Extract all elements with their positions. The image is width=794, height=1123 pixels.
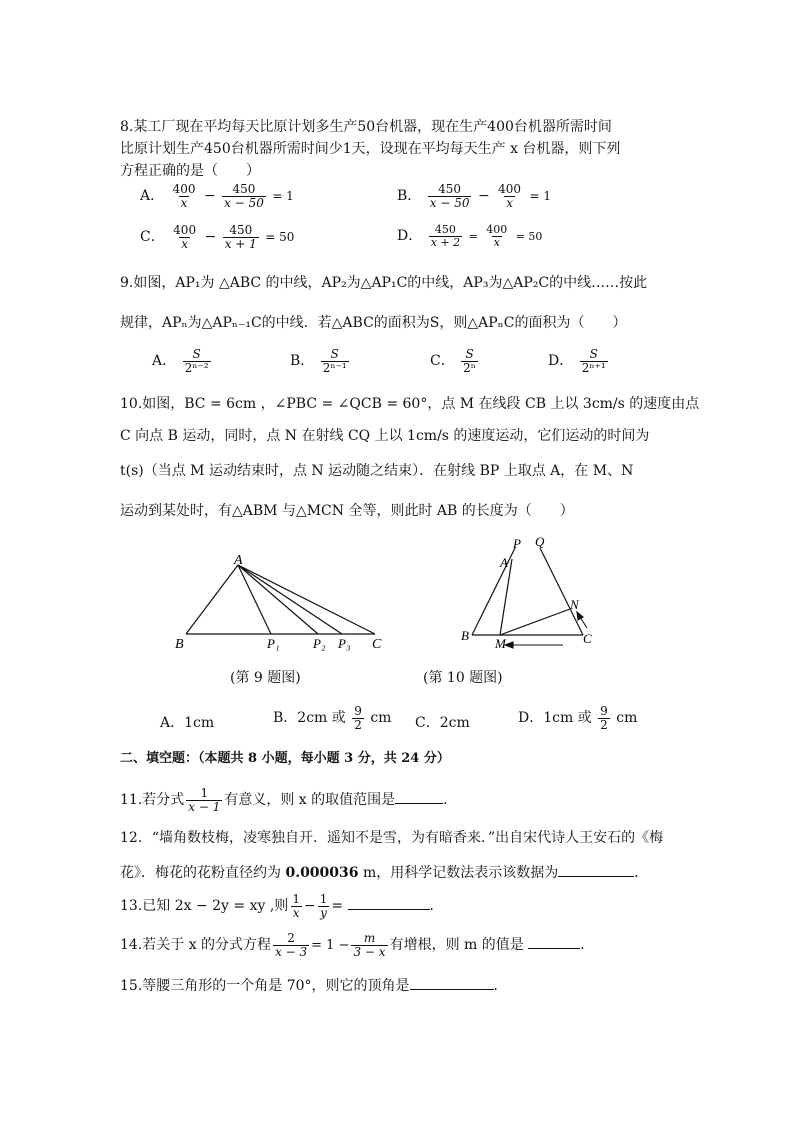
q10-option-a[interactable]: A．1cm bbox=[160, 715, 215, 731]
q8-c-frac1: $\frac{400}{x}$ bbox=[173, 223, 197, 251]
q13-answer-blank[interactable] bbox=[348, 895, 430, 910]
q10-option-d[interactable]: D．1cm 或 $\frac{9}{2}$ cm bbox=[518, 704, 638, 732]
q8-a-frac1: $\frac{400}{x}$ bbox=[172, 182, 196, 210]
q8-a-frac2: $\frac{450}{x - 50}$ bbox=[224, 182, 264, 210]
fig9-label-p2: P₂ bbox=[313, 636, 326, 651]
figure-9 bbox=[170, 550, 400, 655]
q12-line1: 12．“墙角数枝梅，凌寒独自开．遥知不是雪，为有暗香来．”出自宋代诗人王安石的《梅 bbox=[120, 830, 664, 846]
fig9-label-p3: P₃ bbox=[338, 636, 351, 651]
fig10-label-a: A bbox=[500, 555, 508, 570]
q9-c-frac: $\frac{S}{\text{2ⁿ}}$ bbox=[463, 347, 476, 375]
q10-d-frac: $\frac{9}{2}$ bbox=[600, 704, 608, 732]
fig10-ray-cq bbox=[540, 548, 583, 635]
fig10-segment-am bbox=[500, 559, 512, 635]
q9-d-frac: $\frac{S}{\text{2ⁿ⁺¹}}$ bbox=[581, 347, 606, 375]
q9-option-b[interactable]: B． $\frac{S}{\text{2ⁿ⁻¹}}$ bbox=[290, 347, 347, 375]
q12-answer-blank[interactable] bbox=[558, 862, 634, 877]
q14-frac2: $\frac{m}{3 - x}$ bbox=[353, 931, 386, 959]
q12-line2: 花》．梅花的花粉直径约为 0.000036 m，用科学记数法表示该数据为 ． bbox=[120, 862, 648, 882]
q8-d-frac2: $\frac{400}{x}$ bbox=[486, 223, 508, 249]
q13-frac1: $\frac{1}{x}$ bbox=[292, 892, 300, 920]
fig9-label-c: C bbox=[372, 637, 382, 652]
q9-line1: 9.如图，AP₁为 △ABC 的中线，AP₂为△AP₁C的中线，AP₃为△AP₂C的中线……按此 bbox=[120, 275, 648, 291]
q9-b-frac: $\frac{S}{\text{2ⁿ⁻¹}}$ bbox=[322, 347, 347, 375]
figure-10 bbox=[455, 532, 605, 654]
fig10-label-p: P bbox=[513, 536, 521, 551]
section-2-heading: 二、填空题：（本题共 8 小题，每小题 3 分，共 24 分） bbox=[120, 751, 450, 766]
q8-b-frac2: $\frac{400}{x}$ bbox=[498, 182, 522, 210]
fig10-arrowhead-n bbox=[577, 612, 583, 620]
fig9-label-a: A bbox=[234, 553, 243, 568]
q8-line1: 8.某工厂现在平均每天比原计划多生产50台机器，现在生产400台机器所需时间 bbox=[120, 119, 612, 135]
fig10-label-m: M bbox=[495, 636, 506, 651]
fig9-label-b: B bbox=[175, 637, 184, 652]
q9-option-d[interactable]: D． $\frac{S}{\text{2ⁿ⁺¹}}$ bbox=[548, 347, 606, 375]
fig9-line-ab bbox=[186, 565, 238, 634]
q11: 11.若分式 $\frac{1}{x - 1}$ 有意义，则 x 的取值范围是 ． bbox=[120, 786, 458, 814]
q8-c-frac2: $\frac{450}{x + 1}$ bbox=[224, 223, 257, 251]
fig10-label-c: C bbox=[583, 631, 592, 646]
q13: 13.已知 2x − 2y = xy ,则 $\frac{1}{x}$ − $\frac{1}{y}$ = ． bbox=[120, 892, 444, 920]
q8-option-b[interactable]: B． $\frac{450}{x - 50}$ − $\frac{400}{x}$ = 1 bbox=[397, 182, 551, 210]
q12-value: 0.000036 bbox=[285, 865, 359, 881]
q13-frac2: $\frac{1}{y}$ bbox=[319, 892, 328, 920]
q8-option-d[interactable]: D． $\frac{450}{x + 2}$ = $\frac{400}{x}$ = 50 bbox=[397, 223, 543, 249]
q9-option-c[interactable]: C． $\frac{S}{\text{2ⁿ}}$ bbox=[430, 347, 476, 375]
q8-line3: 方程正确的是（ ） bbox=[120, 163, 260, 179]
q14-frac1: $\frac{2}{x - 3}$ bbox=[275, 931, 308, 959]
q9-a-frac: $\frac{S}{\text{2ⁿ⁻²}}$ bbox=[184, 347, 209, 375]
fig10-ray-bp bbox=[472, 548, 515, 635]
q15-answer-blank[interactable] bbox=[410, 975, 494, 990]
q9-option-a[interactable]: A． $\frac{S}{\text{2ⁿ⁻²}}$ bbox=[152, 347, 209, 375]
fig10-label-b: B bbox=[461, 628, 469, 643]
q8-b-frac1: $\frac{450}{x - 50}$ bbox=[429, 182, 470, 210]
fig10-arrowhead-m bbox=[505, 642, 513, 648]
q14-answer-blank[interactable] bbox=[528, 934, 580, 949]
q10-option-c[interactable]: C．2cm bbox=[415, 715, 470, 731]
q15: 15.等腰三角形的一个角是 70°，则它的顶角是 ． bbox=[120, 975, 508, 995]
fig9-line-ap3 bbox=[238, 565, 342, 634]
q10-option-b[interactable]: B．2cm 或 $\frac{9}{2}$ cm bbox=[273, 704, 392, 732]
q8-option-a[interactable]: A． $\frac{400}{x}$ − $\frac{450}{x - 50}$ = 1 bbox=[140, 182, 294, 210]
q8-line2: 比原计划生产450台机器所需时间少1天，设现在平均每天生产 x 台机器，则下列 bbox=[120, 141, 621, 157]
q10-line4: 运动到某处时，有△ABM 与△MCN 全等，则此时 AB 的长度为（ ） bbox=[120, 503, 574, 519]
q11-answer-blank[interactable] bbox=[395, 789, 443, 804]
fig10-segment-mn bbox=[500, 609, 570, 635]
fig9-caption: (第 9 题图) bbox=[230, 670, 301, 686]
fig10-caption: (第 10 题图) bbox=[423, 670, 503, 686]
q14: 14.若关于 x 的分式方程 $\frac{2}{x - 3}$ = 1 − $\frac{m}{3 - x}$ 有增根，则 m 的值是 ． bbox=[120, 931, 595, 959]
q8-option-c[interactable]: C． $\frac{400}{x}$ − $\frac{450}{x + 1}$ = 50 bbox=[140, 223, 295, 251]
q8-d-frac1: $\frac{450}{x + 2}$ bbox=[430, 223, 461, 249]
q10-line1: 10.如图，BC = 6cm ，∠PBC = ∠QCB = 60°，点 M 在线段 CB 上以 3cm/s 的速度由点 bbox=[120, 396, 700, 412]
fig10-label-n: N bbox=[570, 597, 579, 612]
q10-line3: t(s)（当点 M 运动结束时，点 N 运动随之结束）．在射线 BP 上取点 A，在 M、N bbox=[120, 463, 634, 479]
q10-line2: C 向点 B 运动，同时，点 N 在射线 CQ 上以 1cm/s 的速度运动，它们运动的时间为 bbox=[120, 428, 650, 444]
q11-frac: $\frac{1}{x - 1}$ bbox=[188, 786, 221, 814]
fig9-label-p1: P₁ bbox=[267, 636, 280, 651]
q9-line2: 规律，APₙ为△APₙ₋₁C的中线．若△ABC的面积为S，则△APₙC的面积为（ ） bbox=[120, 315, 627, 331]
fig10-label-q: Q bbox=[535, 534, 545, 549]
q10-b-frac: $\frac{9}{2}$ bbox=[354, 704, 362, 732]
